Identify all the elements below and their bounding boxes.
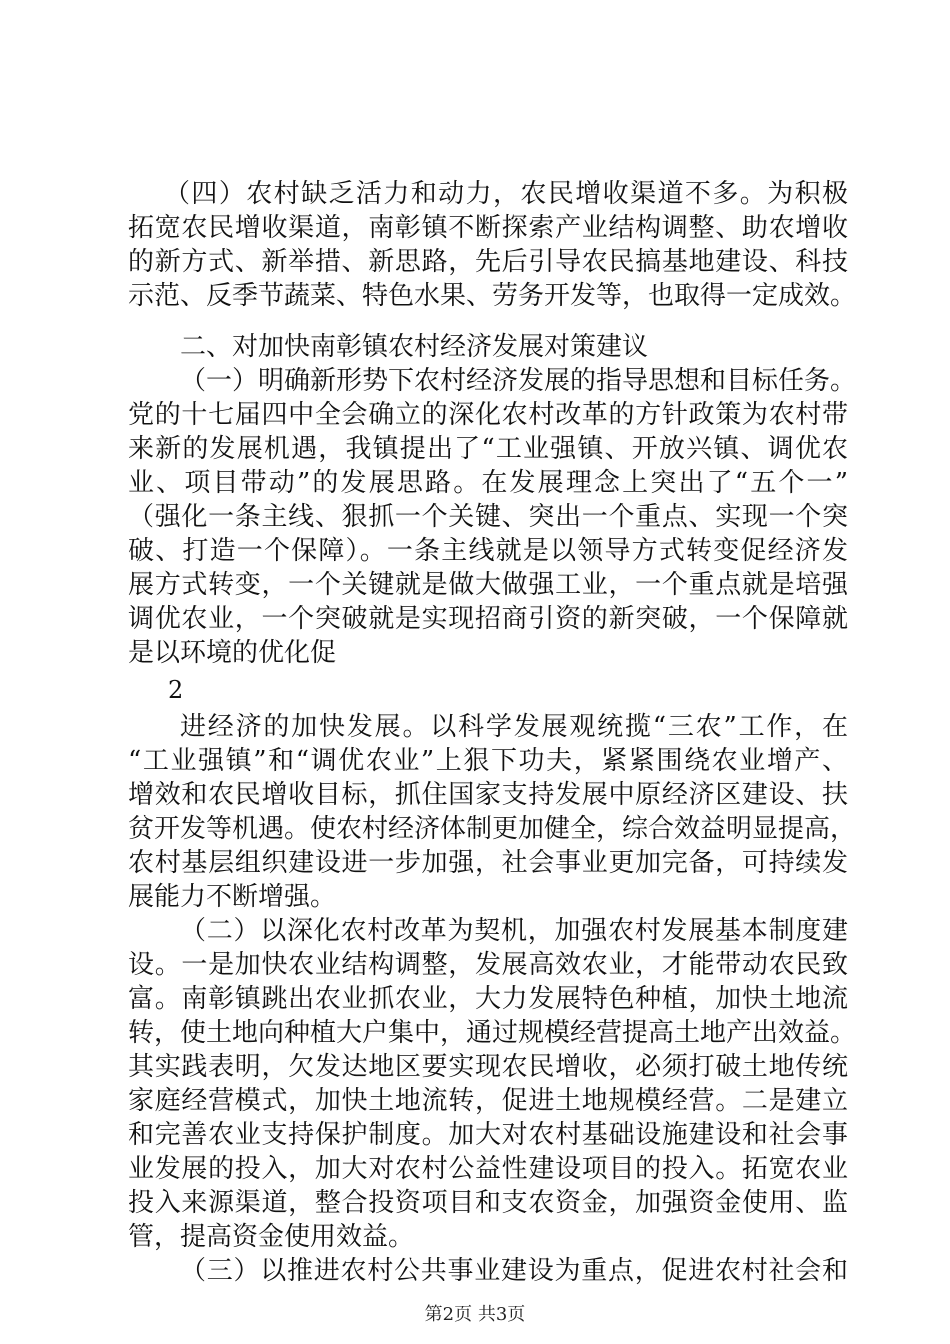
text-line: （强化一条主线、狠抓一个关键、突出一个重点、实现一个突 <box>128 502 848 532</box>
text-line: （三）以推进农村公共事业建设为重点，促进农村社会和 <box>180 1256 848 1286</box>
text-line: 转，使土地向种植大户集中，通过规模经营提高土地产出效益。 <box>128 1018 857 1048</box>
text-line: 管，提高资金使用效益。 <box>128 1222 415 1252</box>
text-line: 拓宽农民增收渠道，南彰镇不断探索产业结构调整、助农增收 <box>128 213 848 243</box>
text-line: 设。一是加快农业结构调整，发展高效农业，才能带动农民致 <box>128 950 848 980</box>
text-line: 投入来源渠道，整合投资项目和支农资金，加强资金使用、监 <box>128 1188 848 1218</box>
text-line: “工业强镇”和“调优农业”上狠下功夫，紧紧围绕农业增产、 <box>128 746 848 776</box>
text-line: 破、打造一个保障）。一条主线就是以领导方式转变促经济发 <box>128 536 848 566</box>
text-line: （二）以深化农村改革为契机，加强农村发展基本制度建 <box>180 916 848 946</box>
text-line: 其实践表明，欠发达地区要实现农民增收，必须打破土地传统 <box>128 1052 848 1082</box>
text-line: 是以环境的优化促 <box>128 638 337 668</box>
text-line: 来新的发展机遇，我镇提出了“工业强镇、开放兴镇、调优农 <box>128 434 848 464</box>
text-line: 示范、反季节蔬菜、特色水果、劳务开发等，也取得一定成效。 <box>128 281 857 311</box>
text-line: （四）农村缺乏活力和动力，农民增收渠道不多。为积极 <box>164 179 848 209</box>
section-heading: 二、对加快南彰镇农村经济发展对策建议 <box>180 332 649 362</box>
text-line: 贫开发等机遇。使农村经济体制更加健全，综合效益明显提高， <box>128 814 857 844</box>
text-line: 家庭经营模式，加快土地流转，促进土地规模经营。二是建立 <box>128 1086 848 1116</box>
text-line: 增效和农民增收目标，抓住国家支持发展中原经济区建设、扶 <box>128 780 848 810</box>
text-line: 进经济的加快发展。以科学发展观统揽“三农”工作，在 <box>180 712 848 742</box>
text-line: 和完善农业支持保护制度。加大对农村基础设施建设和社会事 <box>128 1120 848 1150</box>
text-line: 业、项目带动”的发展思路。在发展理念上突出了“五个一” <box>128 468 848 498</box>
text-line: 党的十七届四中全会确立的深化农村改革的方针政策为农村带 <box>128 400 848 430</box>
page-footer: 第2页 共3页 <box>424 1304 526 1325</box>
text-line: 富。南彰镇跳出农业抓农业，大力发展特色种植，加快土地流 <box>128 984 848 1014</box>
text-line: 业发展的投入，加大对农村公益性建设项目的投入。拓宽农业 <box>128 1154 848 1184</box>
text-line: 展能力不断增强。 <box>128 882 337 912</box>
text-line: 农村基层组织建设进一步加强，社会事业更加完备，可持续发 <box>128 848 848 878</box>
text-line: 调优农业，一个突破就是实现招商引资的新突破，一个保障就 <box>128 604 848 634</box>
text-line: 的新方式、新举措、新思路，先后引导农民搞基地建设、科技 <box>128 247 848 277</box>
text-line: 展方式转变，一个关键就是做大做强工业，一个重点就是培强 <box>128 570 848 600</box>
inline-page-number: 2 <box>168 676 184 704</box>
text-line: （一）明确新形势下农村经济发展的指导思想和目标任务。 <box>180 366 857 396</box>
